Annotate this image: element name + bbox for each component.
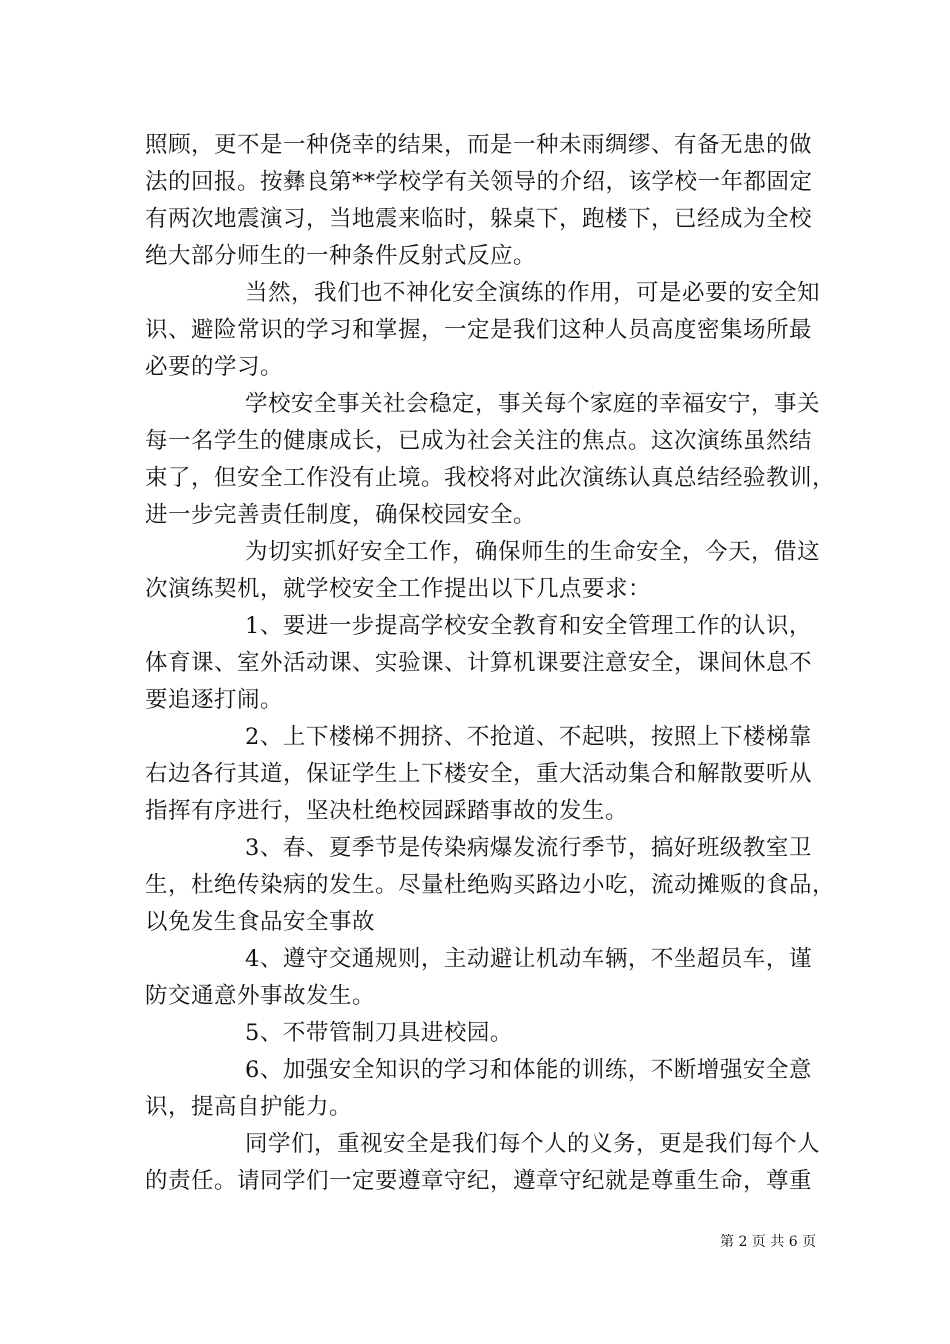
text-line: 以免发生食品安全事故 (145, 909, 376, 935)
text-line: 有两次地震演习，当地震来临时，躲桌下，跑楼下，已经成为全校 (145, 206, 813, 232)
list-item-6-line: 6、加强安全知识的学习和体能的训练，不断增强安全意 (245, 1057, 812, 1083)
text-line: 束了，但安全工作没有止境。我校将对此次演练认真总结经验教训， (145, 465, 836, 491)
text-line: 每一名学生的健康成长，已成为社会关注的焦点。这次演练虽然结 (145, 428, 813, 454)
text-line: 照顾，更不是一种侥幸的结果，而是一种未雨绸缪、有备无患的做 (145, 132, 813, 158)
text-line: 法的回报。按彝良第**学校学有关领导的介绍，该学校一年都固定 (145, 169, 813, 195)
text-line: 绝大部分师生的一种条件反射式反应。 (145, 243, 537, 269)
page-number-footer: 第 2 页 共 6 页 (720, 1234, 817, 1250)
list-item-4-line: 4、遵守交通规则，主动避让机动车辆，不坐超员车，谨 (245, 946, 812, 972)
text-line: 要追逐打闹。 (145, 687, 284, 713)
text-line: 必要的学习。 (145, 354, 284, 380)
text-line: 防交通意外事故发生。 (145, 983, 376, 1009)
text-line: 进一步完善责任制度，确保校园安全。 (145, 502, 537, 528)
paragraph-start-line: 当然，我们也不神化安全演练的作用，可是必要的安全知 (245, 280, 821, 306)
text-line: 识，提高自护能力。 (145, 1094, 353, 1120)
list-item-5-line: 5、不带管制刀具进校园。 (245, 1020, 513, 1046)
paragraph-start-line: 学校安全事关社会稳定，事关每个家庭的幸福安宁，事关 (245, 391, 821, 417)
text-line: 右边各行其道，保证学生上下楼安全，重大活动集合和解散要听从 (145, 761, 813, 787)
list-item-2-line: 2、上下楼梯不拥挤、不抢道、不起哄，按照上下楼梯靠 (245, 724, 812, 750)
paragraph-start-line: 同学们，重视安全是我们每个人的义务，更是我们每个人 (245, 1131, 821, 1157)
text-line: 次演练契机，就学校安全工作提出以下几点要求： (145, 576, 652, 602)
text-line: 生，杜绝传染病的发生。尽量杜绝购买路边小吃，流动摊贩的食品， (145, 872, 836, 898)
text-line: 体育课、室外活动课、实验课、计算机课要注意安全，课间休息不 (145, 650, 813, 676)
paragraph-start-line: 为切实抓好安全工作，确保师生的生命安全，今天，借这 (245, 539, 821, 565)
text-line: 的责任。请同学们一定要遵章守纪，遵章守纪就是尊重生命，尊重 (145, 1168, 813, 1194)
text-line: 识、避险常识的学习和掌握，一定是我们这种人员高度密集场所最 (145, 317, 813, 343)
list-item-3-line: 3、春、夏季节是传染病爆发流行季节，搞好班级教室卫 (245, 835, 812, 861)
text-line: 指挥有序进行，坚决杜绝校园踩踏事故的发生。 (145, 798, 629, 824)
list-item-1-line: 1、要进一步提高学校安全教育和安全管理工作的认识， (245, 613, 812, 639)
